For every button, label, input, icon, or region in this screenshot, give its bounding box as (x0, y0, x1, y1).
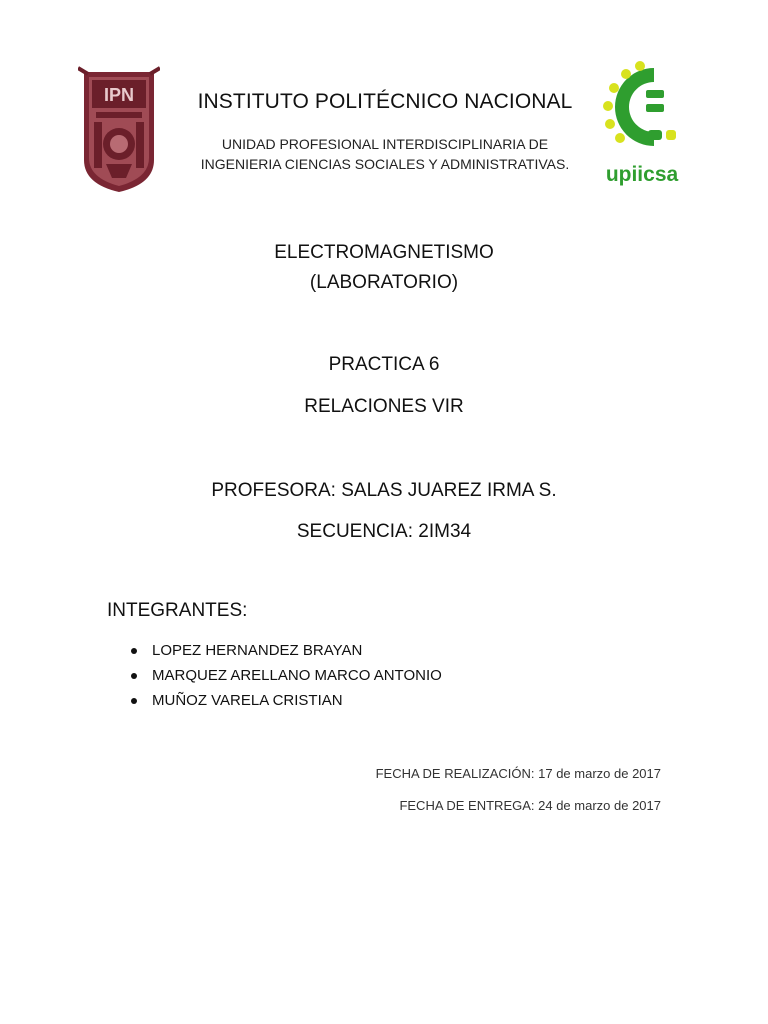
practice-number: PRACTICA 6 (328, 354, 440, 375)
institution-subtitle (180, 134, 590, 174)
ipn-logo (78, 64, 160, 194)
delivery-date: FECHA DE ENTREGA: 24 de marzo de 2017 (399, 798, 661, 813)
members-list (130, 640, 442, 715)
upiicsa-logo (596, 58, 688, 186)
list-item: MARQUEZ ARELLANO MARCO ANTONIO (130, 665, 442, 690)
svg-text:upiicsa: upiicsa (605, 163, 679, 186)
realization-date: FECHA DE REALIZACIÓN: 17 de marzo de 2017 (375, 766, 661, 781)
unit-line-2: INGENIERIA CIENCIAS SOCIALES Y ADMINISTRATIVAS. (200, 156, 570, 172)
institution-title: INSTITUTO POLITÉCNICO NACIONAL (197, 90, 573, 113)
course-type: (LABORATORIO) (309, 272, 459, 293)
svg-text:IPN: IPN (103, 85, 135, 105)
list-item: LOPEZ HERNANDEZ BRAYAN (130, 640, 442, 665)
practice-name: RELACIONES VIR (304, 396, 464, 417)
sequence-line: SECUENCIA: 2IM34 (296, 521, 472, 542)
course-title (0, 238, 768, 298)
list-item: MUÑOZ VARELA CRISTIAN (130, 690, 442, 715)
members-heading: INTEGRANTES: (107, 600, 248, 621)
course-name: ELECTROMAGNETISMO (274, 242, 494, 263)
professor-line: PROFESORA: SALAS JUAREZ IRMA S. (211, 480, 557, 501)
unit-line-1: UNIDAD PROFESIONAL INTERDISCIPLINARIA DE (221, 136, 549, 152)
